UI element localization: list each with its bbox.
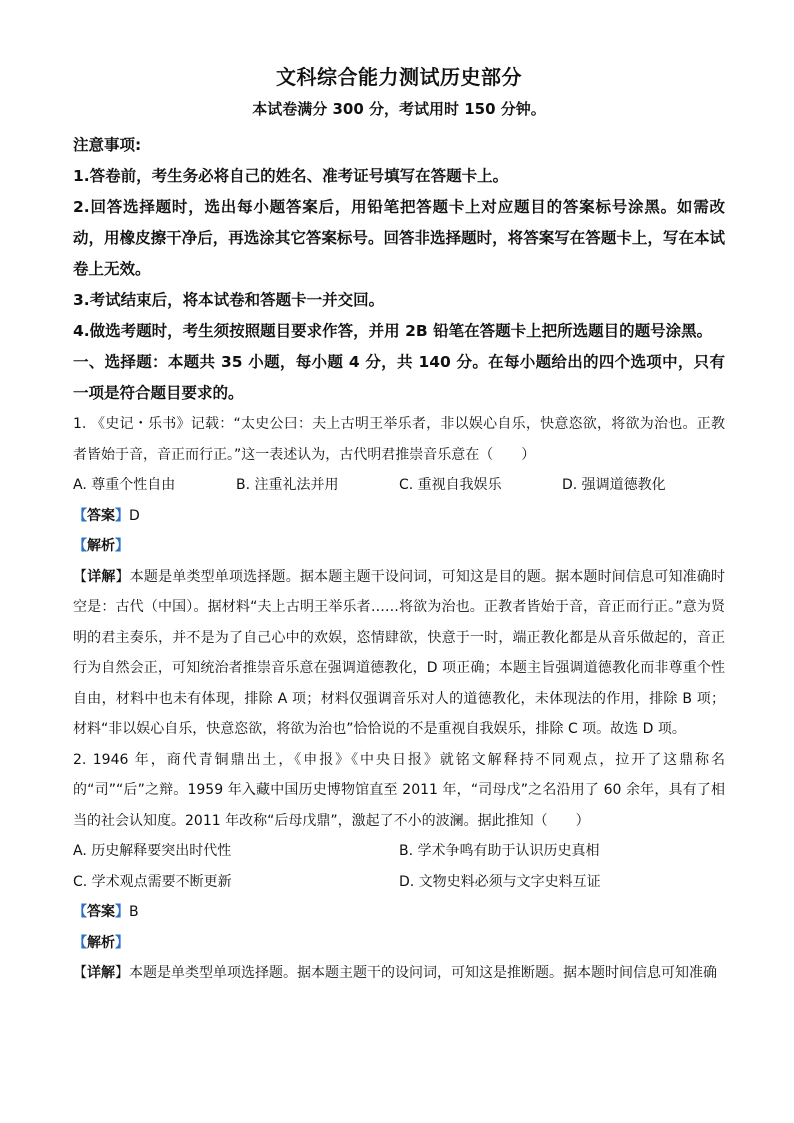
analysis-line: 【解析】: [73, 934, 129, 951]
detail-label: 详解: [87, 965, 115, 981]
question-options: [73, 867, 725, 898]
option-b: B. 注重礼法并用: [236, 477, 339, 493]
question-stem: 1. 《史记・乐书》记载：“太史公曰：夫上古明王举乐者，非以娱心自乐，快意恣欲，将欲为治也。正教者皆始于音，音正而行正。”这一表述认为，古代明君推崇音乐意在（ ）: [73, 416, 725, 463]
question-1: [73, 409, 725, 745]
answer-line: 【答案】D: [73, 507, 140, 524]
page-subtitle: 本试卷满分 300 分，考试用时 150 分钟。: [252, 100, 546, 118]
question-2: [73, 745, 725, 989]
question-options: [73, 836, 725, 867]
answer-line: 【答案】B: [73, 904, 139, 920]
section-heading: 一、选择题：本题共 35 小题，每小题 4 分，共 140 分。在每小题给出的四个选项中，只有一项是符合题目要求的。: [73, 353, 725, 402]
note-item: 4.做选考题时，考生须按照题目要求作答，并用 2B 铅笔在答题卡上把所选题目的题号涂黑。: [73, 322, 713, 340]
analysis-label: 解析: [87, 934, 115, 951]
option-d: D. 强调道德教化: [562, 477, 666, 493]
analysis-label: 解析: [87, 538, 115, 554]
note-item: 2.回答选择题时，选出每小题答案后，用铅笔把答题卡上对应题目的答案标号涂黑。如需改动，用橡皮擦干净后，再选涂其它答案标号。回答非选择题时，将答案写在答题卡上，写在本试卷上无效。: [73, 198, 725, 278]
notes-block: [73, 130, 725, 409]
option-a: A. 尊重个性自由: [73, 477, 176, 493]
detail-paragraph: 【详解】本题是单类型单项选择题。据本题主题干的设问词，可知这是推断题。据本题时间信息可知准确: [73, 965, 717, 981]
detail-paragraph: 【详解】本题是单类型单项选择题。据本题主题干设问词，可知这是目的题。据本题时间信息可知准确时空是：古代（中国）。据材料“夫上古明王举乐者……将欲为治也。正教者皆始于音，音正而行正。”意为贤明的君主奏乐，并不是为了自己心中的欢娱，恣情肆欲，快意于一时，端正教化都是从音乐做起的，音正行为自然会正，可知统治者推崇音乐意在强调道德教化，D 项正确；本题主旨强调道德教化而非尊重个性自由，材料中也未有体现，排除 A 项；材料仅强调音乐对人的道德教化，未体现法的作用，排除 B 项；材料“非以娱心自乐，快意恣欲，将欲为治也”恰恰说的不是重视自我娱乐，排除 C 项。故选 D 项。: [73, 568, 726, 737]
answer-label: 答案: [87, 507, 115, 524]
question-stem: 2. 1946 年，商代青铜鼎出土，《申报》《中央日报》就铭文解释持不同观点，拉开了这鼎称名的“司”“后”之辩。1959 年入藏中国历史博物馆直至 2011 年，“司母戊”之名沿用了 60 余年，具有了相当的社会认知度。2011 年改称“后母戊鼎”，激起了不小的波澜。据此推知（ ）: [73, 751, 725, 829]
analysis-line: 【解析】: [73, 538, 129, 554]
note-item: 1.答卷前，考生务必将自己的姓名、准考证号填写在答题卡上。: [73, 167, 509, 185]
document-page: [73, 64, 725, 989]
question-options: [73, 470, 725, 501]
page-title: 文科综合能力测试历史部分: [276, 65, 522, 89]
option-d: D. 文物史料必须与文字史料互证: [399, 873, 601, 890]
option-c: C. 学术观点需要不断更新: [73, 873, 232, 890]
answer-value: B: [129, 904, 139, 920]
detail-text: 本题是单类型单项选择题。据本题主题干的设问词，可知这是推断题。据本题时间信息可知准确: [129, 965, 717, 981]
option-a: A. 历史解释要突出时代性: [73, 843, 232, 859]
detail-text: 本题是单类型单项选择题。据本题主题干设问词，可知这是目的题。据本题时间信息可知准确时空是：古代（中国）。据材料“夫上古明王举乐者……将欲为治也。正教者皆始于音，音正而行正。”意为贤明的君主奏乐，并不是为了自己心中的欢娱，恣情肆欲，快意于一时，端正教化都是从音乐做起的，音正行为自然会正，可知统治者推崇音乐意在强调道德教化，D 项正确；本题主旨强调道德教化而非尊重个性自由，材料中也未有体现，排除 A 项；材料仅强调音乐对人的道德教化，未体现法的作用，排除 B 项；材料“非以娱心自乐，快意恣欲，将欲为治也”恰恰说的不是重视自我娱乐，排除 C 项。故选 D 项。: [73, 568, 726, 737]
notes-heading: 注意事项:: [73, 136, 142, 154]
note-item: 3.考试结束后，将本试卷和答题卡一并交回。: [73, 291, 385, 309]
answer-value: D: [129, 507, 140, 524]
detail-label: 详解: [87, 568, 116, 585]
answer-label: 答案: [87, 904, 115, 920]
option-b: B. 学术争鸣有助于认识历史真相: [399, 843, 600, 859]
option-c: C. 重视自我娱乐: [399, 477, 502, 493]
